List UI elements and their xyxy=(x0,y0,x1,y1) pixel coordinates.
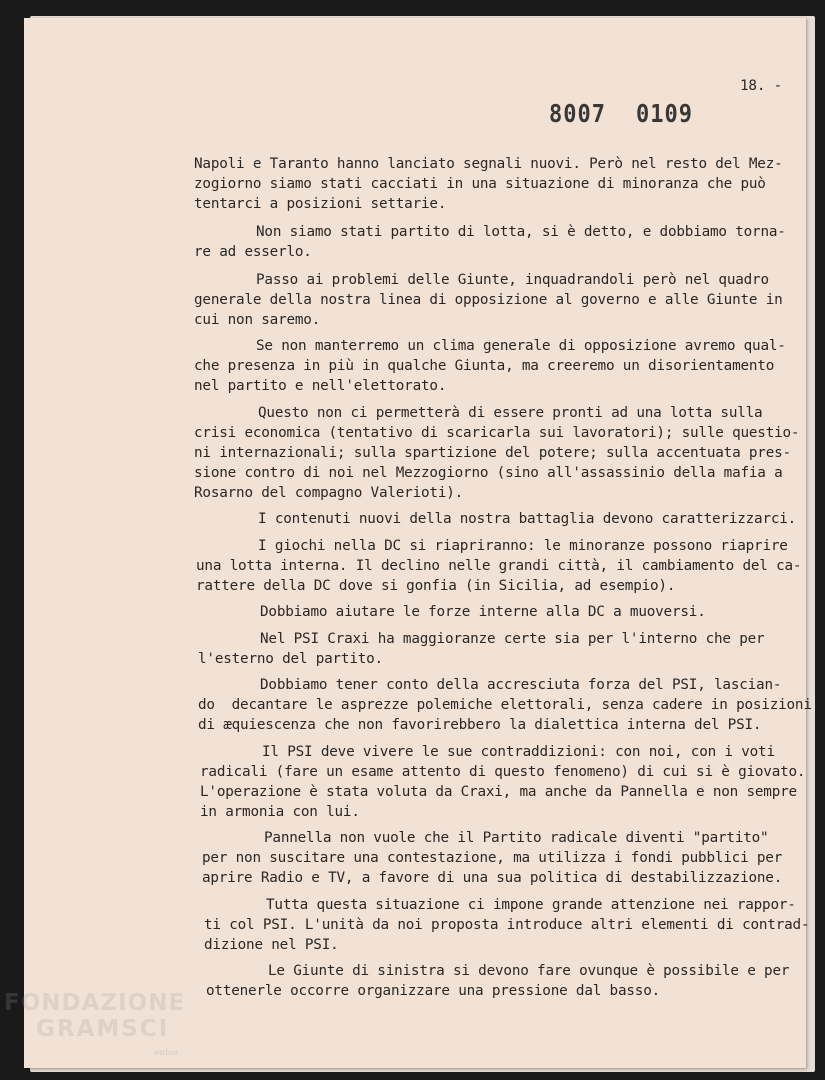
document-page xyxy=(24,18,812,1068)
text-line: Non siamo stati partito di lotta, si è detto, e dobbiamo torna- xyxy=(256,224,786,240)
text-line: dizione nel PSI. xyxy=(204,937,339,953)
text-line: ottenerle occorre organizzare una pressione dal basso. xyxy=(206,983,661,999)
text-line: che presenza in più in qualche Giunta, ma creeremo un disorientamento xyxy=(194,358,775,374)
text-line: l'esterno del partito. xyxy=(198,651,383,667)
text-line: I giochi nella DC si riapriranno: le minoranze possono riaprire xyxy=(258,538,788,554)
text-line: cui non saremo. xyxy=(194,312,321,328)
text-line: Dobbiamo aiutare le forze interne alla DC a muoversi. xyxy=(260,604,706,620)
text-line: I contenuti nuovi della nostra battaglia devono caratterizzarci. xyxy=(258,511,797,527)
page-number: 18. - xyxy=(740,78,783,94)
text-line: Se non manterremo un clima generale di opposizione avremo qual- xyxy=(256,338,786,354)
text-line: Rosarno del compagno Valerioti). xyxy=(194,485,464,501)
text-line: Questo non ci permetterà di essere pronti ad una lotta sulla xyxy=(258,405,763,421)
text-line: sione contro di noi nel Mezzogiorno (sino all'assassinio della mafia a xyxy=(194,465,783,481)
text-line: tentarci a posizioni settarie. xyxy=(194,196,447,212)
text-line: Il PSI deve vivere le sue contraddizioni: con noi, con i voti xyxy=(262,744,775,760)
text-line: una lotta interna. Il declino nelle grandi città, il cambiamento del ca- xyxy=(196,558,802,574)
text-line: re ad esserlo. xyxy=(194,244,312,260)
text-line: L'operazione è stata voluta da Craxi, ma anche da Pannella e non sempre xyxy=(200,784,797,800)
text-line: Napoli e Taranto hanno lanciato segnali nuovi. Però nel resto del Mez- xyxy=(194,156,783,172)
archive-code-first: 8007 xyxy=(549,100,606,129)
text-line: zogiorno siamo stati cacciati in una situazione di minoranza che può xyxy=(194,176,766,192)
text-line: radicali (fare un esame attento di questo fenomeno) di cui si è giovato. xyxy=(200,764,806,780)
text-line: ni internazionali; sulla spartizione del potere; sulla accentuata pres- xyxy=(194,445,791,461)
text-line: Le Giunte di sinistra si devono fare ovunque è possibile e per xyxy=(268,963,790,979)
text-line: rattere della DC dove si gonfia (in Sicilia, ad esempio). xyxy=(196,578,676,594)
text-line: Nel PSI Craxi ha maggioranze certe sia per l'interno che per xyxy=(260,631,765,647)
text-line: Pannella non vuole che il Partito radicale diventi "partito" xyxy=(264,830,769,846)
text-line: ti col PSI. L'unità da noi proposta introduce altri elementi di contrad- xyxy=(204,917,810,933)
text-line: crisi economica (tentativo di scaricarla sui lavoratori); sulle questio- xyxy=(194,425,800,441)
text-line: do decantare le asprezze polemiche elettorali, senza cadere in posizioni xyxy=(198,697,812,713)
watermark-line-1: FONDAZIONE xyxy=(4,990,186,1016)
watermark-line-3: onlus xyxy=(154,1048,179,1057)
text-line: Tutta questa situazione ci impone grande attenzione nei rappor- xyxy=(266,897,796,913)
watermark-line-2: GRAMSCI xyxy=(36,1016,170,1042)
text-line: Dobbiamo tener conto della accresciuta forza del PSI, lascian- xyxy=(260,677,782,693)
text-line: di æquiescenza che non favorirebbero la dialettica interna del PSI. xyxy=(198,717,762,733)
fondazione-gramsci-watermark-logo xyxy=(4,990,214,1070)
archive-code-second: 0109 xyxy=(636,100,693,129)
text-line: in armonia con lui. xyxy=(200,804,360,820)
text-line: per non suscitare una contestazione, ma utilizza i fondi pubblici per xyxy=(202,850,783,866)
text-line: generale della nostra linea di opposizione al governo e alle Giunte in xyxy=(194,292,783,308)
text-line: aprire Radio e TV, a favore di una sua politica di destabilizzazione. xyxy=(202,870,783,886)
text-line: Passo ai problemi delle Giunte, inquadrandoli però nel quadro xyxy=(256,272,769,288)
text-line: nel partito e nell'elettorato. xyxy=(194,378,447,394)
